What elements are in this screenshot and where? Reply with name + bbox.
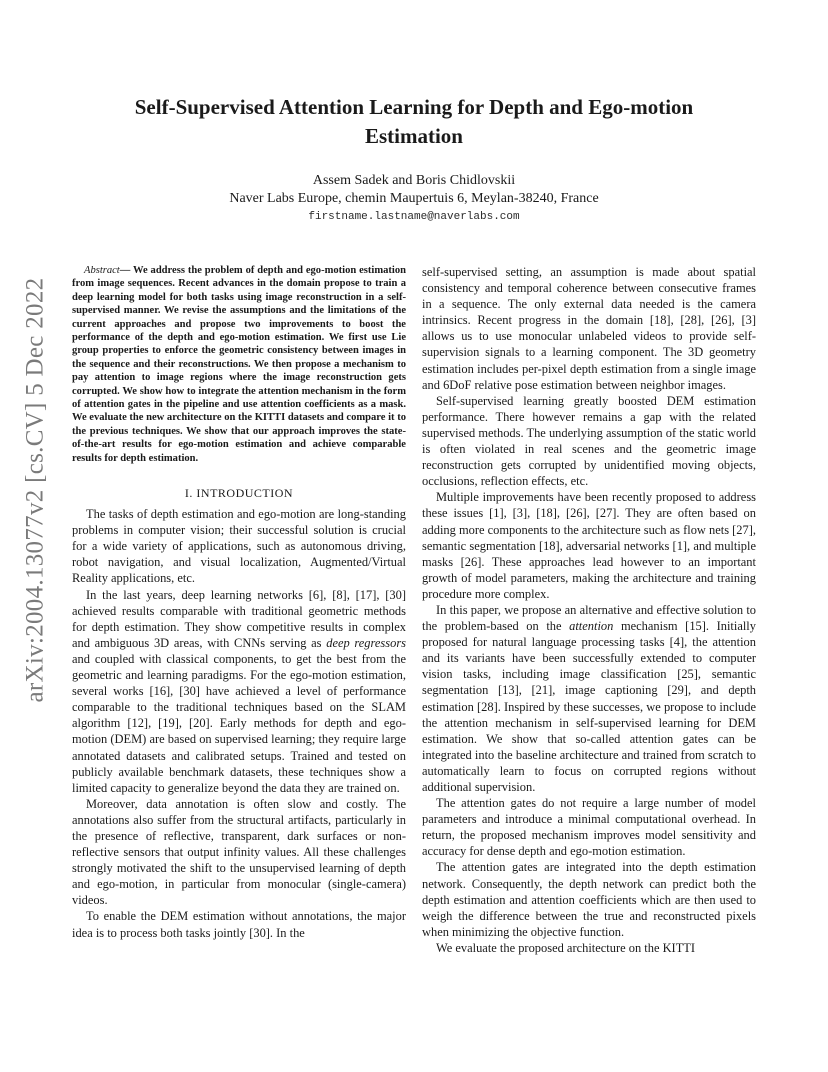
paper-authors: Assem Sadek and Boris Chidlovskii <box>312 173 516 188</box>
paper-affiliation: Naver Labs Europe, chemin Maupertuis 6, Meylan-38240, France <box>229 191 599 206</box>
emphasis-text: deep regressors <box>326 635 406 650</box>
paper-title: Self-Supervised Attention Learning for Depth and Ego-motion Estimation <box>134 95 694 148</box>
paragraph: self-supervised setting, an assumption is made about spatial consistency and temporal coherence between consecutive frames in a sequence. The only external data needed is the camera intrinsics. Recent progress in the domain [18], [28], [26], [3] allows us to use monocular unlabeled videos to provide self-supervision signals to a learning component. The 3D geometry estimation includes per-pixel depth estimation from a single image and 6DoF relative pose estimation between neighbor images. <box>422 265 756 392</box>
arxiv-id: arXiv:2004.13077v2 [cs.CV] 5 Dec 2022 <box>21 277 49 703</box>
paragraph-text: In the last years, deep learning networks [6], [8], [17], [30] achieved results comparable with traditional geometric methods for depth estimation. They show competitive results in complex and ambiguous 3D areas, with CNNs serving as <box>72 587 406 650</box>
paragraph-text: and coupled with classical components, to get the best from the geometric and learning paradigms. For the ego-motion estimation, several works [16], [30] have achieved a level of performance comparable to the traditional techniques based on the SLAM algorithm [12], [19], [20]. Early methods for depth and ego-motion (DEM) are based on supervised learning; they require large annotated datasets and calibrated setups. Trained and tested on publicly available benchmark datasets, these techniques show a limited capacity to generalize beyond the data they are trained on. <box>72 651 406 795</box>
abstract-text: — We address the problem of depth and ego-motion estimation from image sequences. Recent advances in the domain propose to train a deep learning model for both tasks using image reconstruction in a self-supervised manner. We revise the assumptions and the limitations of the current approaches and propose two improvements to boost the performance of the depth and ego-motion estimation. We first use Lie group properties to enforce the geometric consistency between images in the sequence and their reconstructions. We then propose a mechanism to pay attention to image regions where the image reconstruction gets corrupted. We show how to integrate the attention mechanism in the form of attention gates in the pipeline and use attention coefficients as a mask. We evaluate the new architecture on the KITTI datasets and compare it to the previous techniques. We show that our approach improves the state-of-the-art results for ego-motion estimation and achieve comparable results for depth estimation. <box>72 265 406 464</box>
paragraph: The tasks of depth estimation and ego-motion are long-standing problems in computer vision; their successful solution is crucial for a wide variety of applications, such as autonomous driving, robot navigation, and visual localization, Augmented/Virtual Reality applications, etc. <box>72 507 406 586</box>
paragraph: Moreover, data annotation is often slow and costly. The annotations also suffer from the structural artifacts, particularly in the presence of reflective, transparent, dark surfaces or non-reflective sensors that output infinity values. All these challenges strongly motivated the shift to the unsupervised learning of depth and ego-motion, in particular from monocular (single-camera) videos. <box>72 796 406 908</box>
paragraph: The attention gates are integrated into the depth estimation network. Consequently, the depth network can predict both the depth estimation and attention coefficients which are then used to weigh the difference between the true and reconstructed pixels when minimizing the objective function. <box>422 860 756 939</box>
paragraph: Multiple improvements have been recently proposed to address these issues [1], [3], [18], [26], [27]. They are often based on adding more components to the architecture such as flow nets [27], semantic segmentation [18], adversarial networks [1], and multiple masks [26]. These approaches lead however to an important growth of model parameters, making the architecture and training procedure more complex. <box>422 490 756 601</box>
paper-email: firstname.lastname@naverlabs.com <box>308 211 520 223</box>
left-column <box>72 264 406 941</box>
section-heading-introduction: I. INTRODUCTION <box>184 486 294 501</box>
abstract <box>72 264 406 465</box>
paragraph: Self-supervised learning greatly boosted DEM estimation performance. There however remains a gap with the related supervised methods. The underlying assumption of the static world is often violated in real scenes and the geometric image reconstruction gets corrupted by unidentified moving objects, occlusions, reflection effects, etc. <box>422 393 756 489</box>
paragraph <box>422 602 756 795</box>
paragraph: The attention gates do not require a large number of model parameters and introduce a minimal computational overhead. In return, the proposed mechanism improves model sensitivity and accuracy for dense depth and ego-motion estimation. <box>422 796 756 859</box>
paragraph-text: mechanism [15]. Initially proposed for natural language processing tasks [4], the attention and its variants have been successfully extended to computer vision tasks, including image classification [25], semantic segmentation [13], [21], image captioning [29], and depth estimation [28]. Inspired by these successes, we propose to include the attention mechanism in self-supervised learning for DEM estimation. We show that so-called attention gates can be integrated into the baseline architecture and trained from scratch to automatically learn to focus on corrupted regions without additional supervision. <box>422 619 756 794</box>
paragraph <box>72 587 406 796</box>
paragraph-text: In this paper, we propose an alternative and effective solution to the problem-based on the <box>422 602 756 634</box>
emphasis-text: attention <box>569 619 614 634</box>
paragraph: We evaluate the proposed architecture on the KITTI <box>436 940 696 955</box>
arxiv-stamp <box>10 277 60 703</box>
abstract-label: Abstract <box>84 265 120 276</box>
paragraph: To enable the DEM estimation without annotations, the major idea is to process both tasks jointly [30]. In the <box>72 909 406 940</box>
right-column <box>422 264 756 956</box>
